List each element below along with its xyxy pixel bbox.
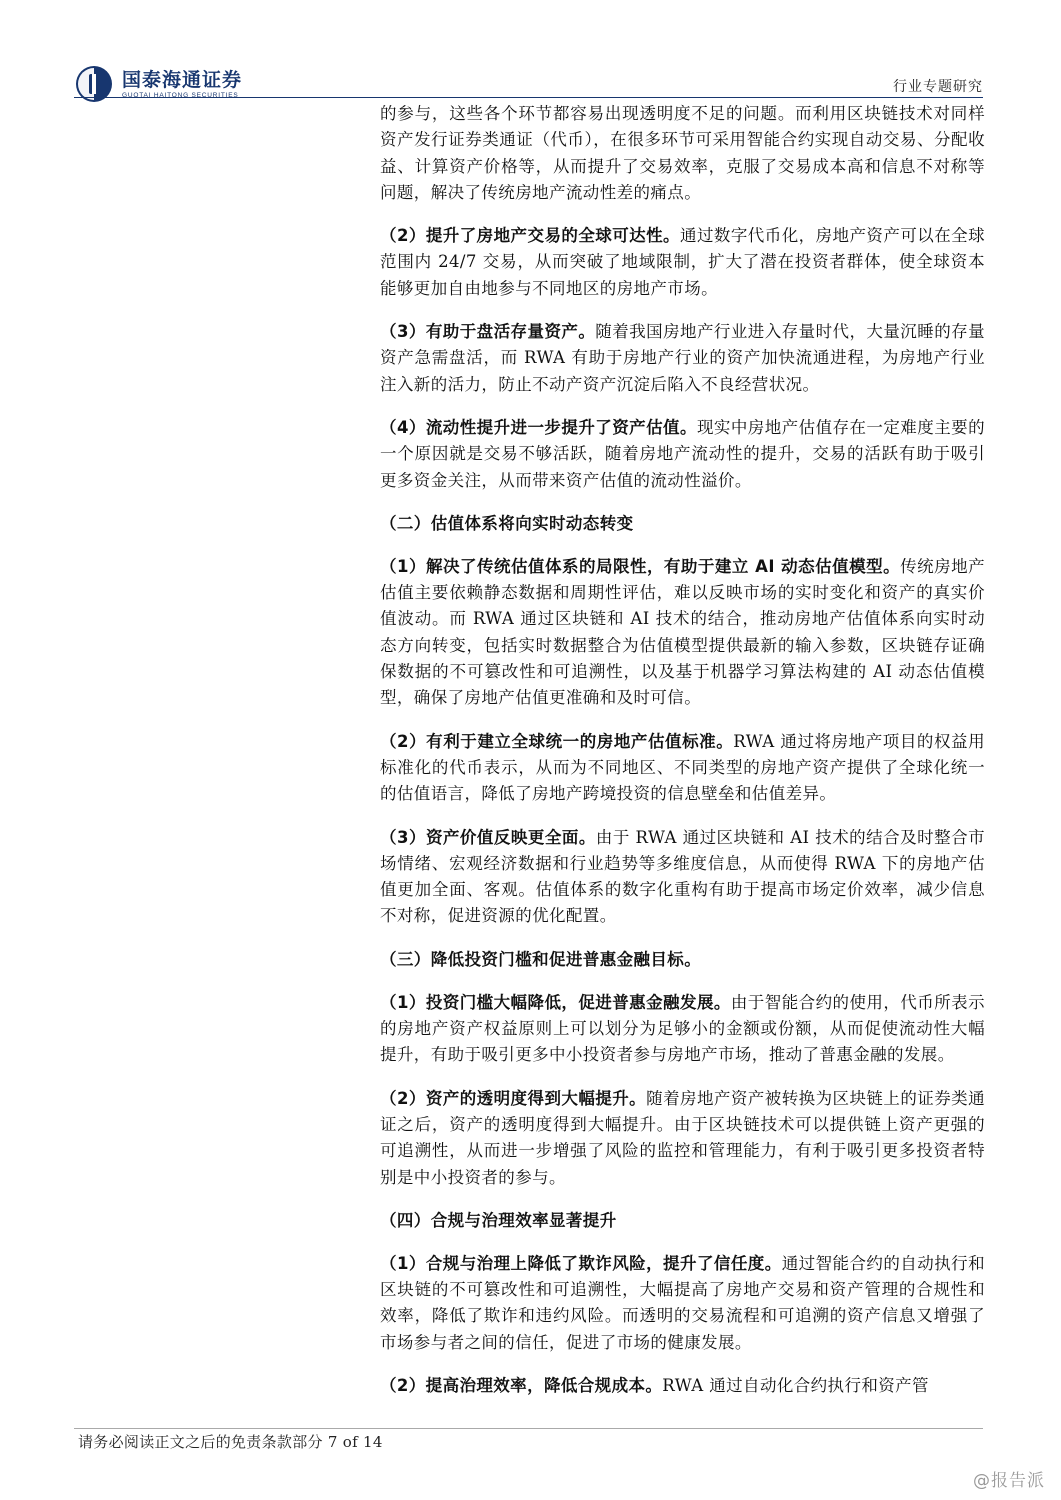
paragraph-text: RWA 通过自动化合约执行和资产管: [662, 1375, 929, 1395]
paragraph-lead: （2）有利于建立全球统一的房地产估值标准。: [380, 731, 734, 751]
page-header: [0, 0, 1061, 104]
paragraph-text: 随着房地产资产被转换为区块链上的证券类通证之后，资产的透明度得到大幅提升。由于区块链技术可以提供链上资产更强的可追溯性，从而进一步增强了风险的监控和管理能力，有利于吸引更多投资者特别是中小投资者的参与。: [380, 1088, 985, 1187]
paragraph-text: 的参与，这些各个环节都容易出现透明度不足的问题。而利用区块链技术对同样资产发行证券类通证（代币），在很多环节可采用智能合约实现自动交易、分配收益、计算资产价格等，从而提升了交易效率，克服了交易成本高和信息不对称等问题，解决了传统房地产流动性差的痛点。: [380, 104, 985, 202]
section-heading: （四）合规与治理效率显著提升: [380, 1210, 617, 1230]
paragraph: [380, 319, 985, 398]
paragraph-lead: （2）提升了房地产交易的全球可达性。: [380, 226, 681, 246]
paragraph-text: 现实中房地产估值存在一定难度主要的一个原因就是交易不够活跃，随着房地产流动性的提升，交易的活跃有助于吸引更多资金关注，从而带来资产估值的流动性溢价。: [380, 417, 985, 490]
logo-mark-icon: [74, 64, 114, 104]
paragraph-text: 由于 RWA 通过区块链和 AI 技术的结合及时整合市场情绪、宏观经济数据和行业趋势等多维度信息，从而使得 RWA 下的房地产估值更加全面、客观。估值体系的数字化重构有助于提高市场定价效率，减少信息不对称，促进资源的优化配置。: [380, 827, 985, 926]
company-logo: [74, 64, 242, 104]
paragraph-lead: （1）合规与治理上降低了欺诈风险，提升了信任度。: [380, 1253, 782, 1273]
logo-en-text: GUOTAI HAITONG SECURITIES: [122, 91, 239, 99]
paragraph: [380, 1086, 985, 1191]
paragraph: [380, 825, 985, 930]
paragraph: [380, 990, 985, 1069]
logo-cn-text: 国泰海通证券: [122, 68, 243, 91]
paragraph-text: RWA 通过将房地产项目的权益用标准化的代币表示，从而为不同地区、不同类型的房地产资产提供了全球化统一的估值语言，降低了房地产跨境投资的信息壁垒和估值差异。: [380, 731, 985, 804]
paragraph-text: 传统房地产估值主要依赖静态数据和周期性评估，难以反映市场的实时变化和资产的真实价值波动。而 RWA 通过区块链和 AI 技术的结合，推动房地产估值体系向实时动态方向转变，包括实时数据整合为估值模型提供最新的输入参数，区块链存证确保数据的不可篡改性和可追溯性，以及基于机器学习算法构建的 AI 动态估值模型，确保了房地产估值更准确和及时可信。: [380, 556, 985, 708]
paragraph: [380, 729, 985, 808]
paragraph-lead: （1）解决了传统估值体系的局限性，有助于建立 AI 动态估值模型。: [380, 556, 901, 576]
paragraph-lead: （1）投资门槛大幅降低，促进普惠金融发展。: [380, 992, 731, 1012]
main-content: [380, 101, 985, 1416]
paragraph: [380, 1251, 985, 1356]
header-divider: [74, 97, 983, 98]
paragraph-lead: （3）有助于盘活存量资产。: [380, 322, 596, 342]
paragraph-text: 通过智能合约的自动执行和区块链的不可篡改性和可追溯性，大幅提高了房地产交易和资产管理的合规性和效率，降低了欺诈和违约风险。而透明的交易流程和可追溯的资产信息又增强了市场参与者之间的信任，促进了市场的健康发展。: [380, 1253, 985, 1352]
footer-divider: [74, 1428, 983, 1429]
report-type-label: 行业专题研究: [893, 79, 983, 95]
paragraph-lead: （2）资产的透明度得到大幅提升。: [380, 1088, 647, 1108]
paragraph-lead: （3）资产价值反映更全面。: [380, 827, 596, 847]
section-heading: （三）降低投资门槛和促进普惠金融目标。: [380, 949, 702, 969]
paragraph: [380, 101, 985, 206]
paragraph-text: 由于智能合约的使用，代币所表示的房地产资产权益原则上可以划分为足够小的金额或份额，从而促使流动性大幅提升，有助于吸引更多中小投资者参与房地产市场，推动了普惠金融的发展。: [380, 992, 986, 1065]
footer-disclaimer: 请务必阅读正文之后的免责条款部分 7 of 14: [78, 1433, 383, 1451]
paragraph: [380, 223, 985, 302]
paragraph-lead: （4）流动性提升进一步提升了资产估值。: [380, 417, 697, 437]
section-heading: （二）估值体系将向实时动态转变: [380, 513, 634, 533]
paragraph-lead: （2）提高治理效率，降低合规成本。: [380, 1375, 663, 1395]
paragraph: [380, 554, 985, 712]
watermark: @报告派: [973, 1471, 1045, 1491]
paragraph-text: 随着我国房地产行业进入存量时代，大量沉睡的存量资产急需盘活，而 RWA 有助于房地产行业的资产加快流通进程，为房地产行业注入新的活力，防止不动产资产沉淀后陷入不良经营状况。: [380, 322, 985, 394]
paragraph-text: 通过数字代币化，房地产资产可以在全球范围内 24/7 交易，从而突破了地域限制，扩大了潜在投资者群体，使全球资本能够更加自由地参与不同地区的房地产市场。: [380, 226, 985, 298]
paragraph: [380, 415, 985, 494]
paragraph: [380, 1373, 985, 1399]
